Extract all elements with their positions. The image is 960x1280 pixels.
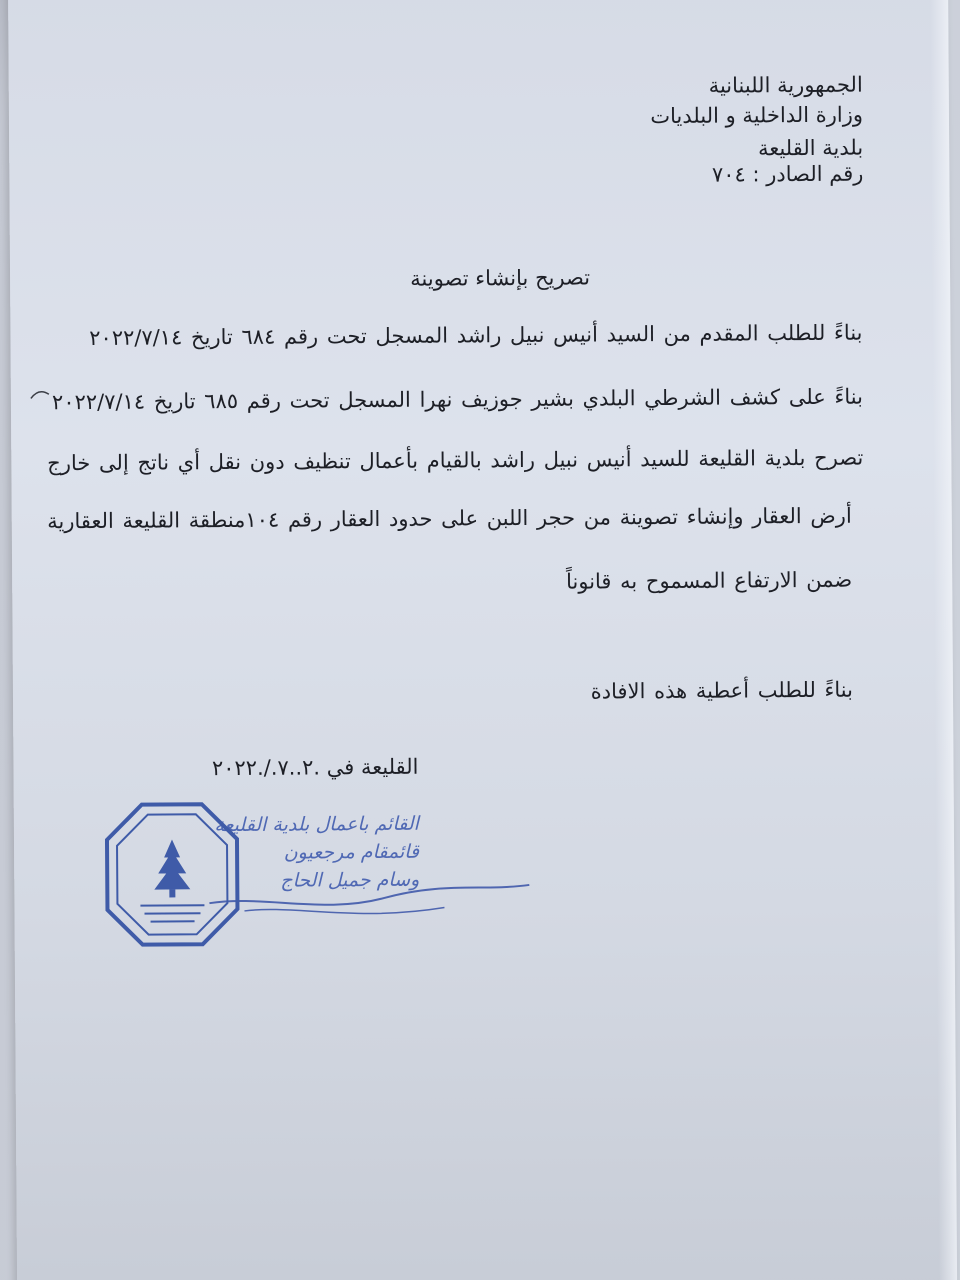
signature-stroke (204, 863, 534, 925)
signature-office: قائمقام مرجعيون (283, 840, 420, 864)
official-stamp (102, 799, 243, 950)
header-municipality: بلدية القليعة (757, 135, 864, 161)
header-ministry: وزارة الداخلية و البلديات (650, 102, 864, 129)
signature-title: القائم باعمال بلدية القليعة (214, 812, 419, 837)
document-page (8, 0, 957, 1280)
document-title: تصريح بإنشاء تصوينة (410, 265, 591, 291)
body-line-2: بناءً على كشف الشرطي البلدي بشير جوزيف نهرا المسجل تحت رقم ٦٨٥ تاريخ ٢٠٢٢/٧/١٤ (51, 384, 863, 415)
signature-name: وسام جميل الحاج (280, 868, 420, 892)
body-line-5: ضمن الارتفاع المسموح به قانوناً (565, 567, 853, 594)
body-line-3: تصرح بلدية القليعة للسيد أنيس نبيل راشد بالقيام بأعمال تنظيف دون نقل أي ناتج إلى خارج (47, 445, 864, 476)
paper-edge (930, 0, 957, 1280)
reference-value: ٧٠٤ (711, 162, 746, 187)
paper-mark (29, 386, 51, 402)
body-line-1: بناءً للطلب المقدم من السيد أنيس نبيل راشد المسجل تحت رقم ٦٨٤ تاريخ ٢٠٢٢/٧/١٤ (89, 320, 863, 351)
body-line-4: أرض العقار وإنشاء تصوينة من حجر اللبن على حدود العقار رقم ١٠٤منطقة القليعة العقارية (47, 503, 852, 534)
reference-label: رقم الصادر : (752, 161, 864, 187)
header-reference (712, 162, 864, 187)
place-date: القليعة في .٢..٧./.٢٠٢٢ (211, 754, 419, 781)
body-line-6: بناءً للطلب أعطية هذه الافادة (590, 677, 854, 704)
header-republic: الجمهورية اللبنانية (708, 72, 863, 98)
